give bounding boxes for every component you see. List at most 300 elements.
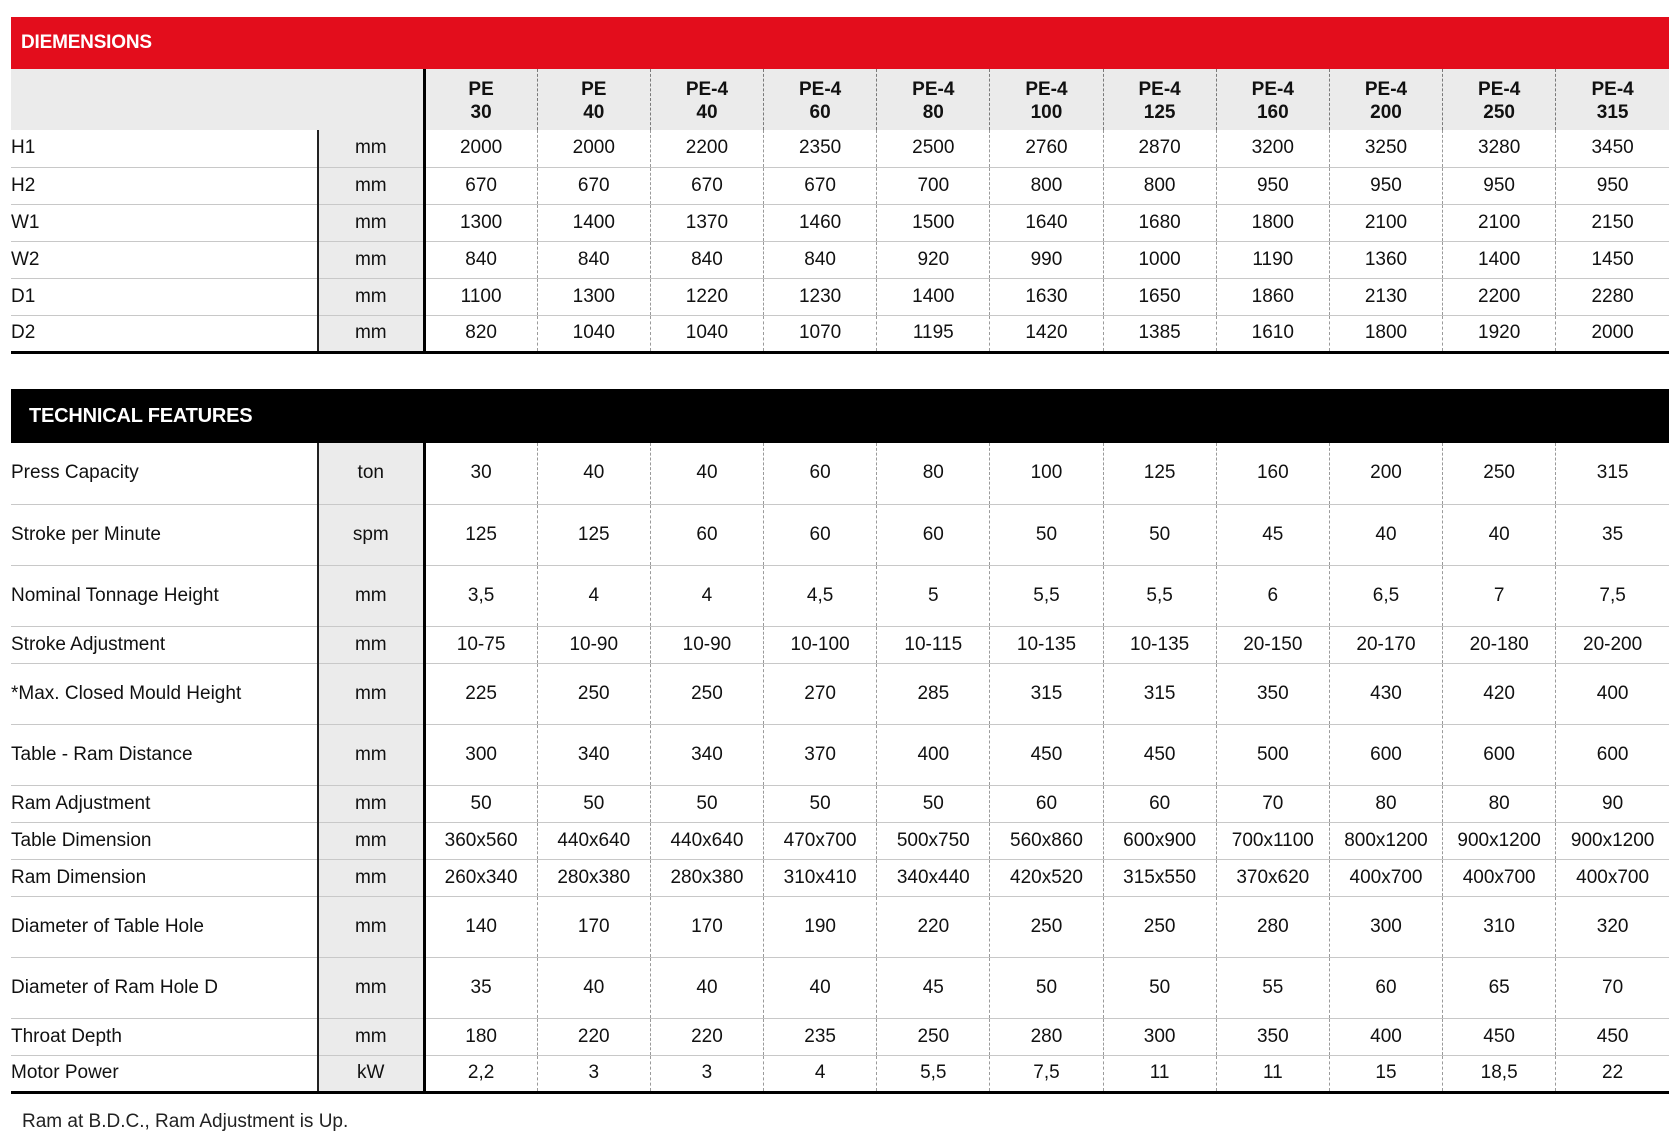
value-cell: 170 — [650, 896, 763, 957]
value-cell: 250 — [990, 896, 1103, 957]
value-cell: 10-100 — [764, 626, 877, 663]
value-cell: 900x1200 — [1556, 822, 1669, 859]
value-cell: 250 — [1443, 443, 1556, 504]
value-cell: 50 — [877, 785, 990, 822]
model-series: PE — [468, 78, 494, 100]
row-unit: mm — [318, 130, 424, 167]
row-label: Stroke Adjustment — [11, 626, 318, 663]
value-cell: 1420 — [990, 315, 1103, 352]
model-series: PE — [581, 78, 607, 100]
value-cell: 920 — [877, 241, 990, 278]
header-blank-cell — [11, 69, 424, 130]
row-label: Nominal Tonnage Height — [11, 565, 318, 626]
row-unit: mm — [318, 565, 424, 626]
model-series: PE-4 — [1591, 78, 1634, 100]
value-cell: 2200 — [1443, 278, 1556, 315]
value-cell: 80 — [1329, 785, 1442, 822]
table-row — [11, 504, 1669, 565]
value-cell: 4 — [650, 565, 763, 626]
value-cell: 35 — [1556, 504, 1669, 565]
value-cell: 320 — [1556, 896, 1669, 957]
row-unit: mm — [318, 724, 424, 785]
value-cell: 340x440 — [877, 859, 990, 896]
model-header — [650, 69, 763, 130]
value-cell: 450 — [1103, 724, 1216, 785]
value-cell: 3450 — [1556, 130, 1669, 167]
row-label: Ram Dimension — [11, 859, 318, 896]
value-cell: 370x620 — [1216, 859, 1329, 896]
value-cell: 2100 — [1329, 204, 1442, 241]
value-cell: 400 — [877, 724, 990, 785]
table-row — [11, 724, 1669, 785]
value-cell: 50 — [990, 504, 1103, 565]
value-cell: 50 — [1103, 957, 1216, 1018]
value-cell: 1230 — [764, 278, 877, 315]
technical-features-table — [11, 443, 1669, 1094]
table-row — [11, 896, 1669, 957]
row-unit: mm — [318, 241, 424, 278]
value-cell: 990 — [990, 241, 1103, 278]
value-cell: 225 — [424, 663, 537, 724]
model-size: 40 — [583, 101, 605, 123]
value-cell: 450 — [1443, 1018, 1556, 1055]
value-cell: 125 — [537, 504, 650, 565]
value-cell: 340 — [537, 724, 650, 785]
value-cell: 280x380 — [650, 859, 763, 896]
value-cell: 2,2 — [424, 1055, 537, 1092]
value-cell: 260x340 — [424, 859, 537, 896]
value-cell: 2000 — [537, 130, 650, 167]
value-cell: 560x860 — [990, 822, 1103, 859]
value-cell: 1800 — [1216, 204, 1329, 241]
value-cell: 4 — [764, 1055, 877, 1092]
value-cell: 35 — [424, 957, 537, 1018]
value-cell: 55 — [1216, 957, 1329, 1018]
value-cell: 670 — [650, 167, 763, 204]
model-header — [1443, 69, 1556, 130]
table-row — [11, 1018, 1669, 1055]
model-header-row — [11, 69, 1669, 130]
value-cell: 600 — [1443, 724, 1556, 785]
model-series: PE-4 — [1364, 78, 1408, 100]
value-cell: 1650 — [1103, 278, 1216, 315]
value-cell: 1300 — [537, 278, 650, 315]
value-cell: 50 — [424, 785, 537, 822]
model-size: 160 — [1256, 101, 1289, 123]
value-cell: 440x640 — [537, 822, 650, 859]
value-cell: 450 — [1556, 1018, 1669, 1055]
model-header — [764, 69, 877, 130]
model-size: 80 — [922, 101, 944, 123]
value-cell: 10-90 — [650, 626, 763, 663]
value-cell: 30 — [424, 443, 537, 504]
value-cell: 400 — [1556, 663, 1669, 724]
value-cell: 2350 — [764, 130, 877, 167]
value-cell: 7 — [1443, 565, 1556, 626]
table-row — [11, 822, 1669, 859]
row-label: Motor Power — [11, 1055, 318, 1092]
value-cell: 2000 — [1556, 315, 1669, 352]
value-cell: 50 — [537, 785, 650, 822]
value-cell: 40 — [650, 957, 763, 1018]
technical-features-section — [11, 389, 1669, 1094]
dimensions-table — [11, 69, 1669, 354]
value-cell: 6,5 — [1329, 565, 1442, 626]
table-row — [11, 626, 1669, 663]
value-cell: 420x520 — [990, 859, 1103, 896]
row-label: Table - Ram Distance — [11, 724, 318, 785]
value-cell: 3250 — [1329, 130, 1442, 167]
row-unit: mm — [318, 822, 424, 859]
model-size: 315 — [1596, 101, 1629, 123]
row-unit: kW — [318, 1055, 424, 1092]
value-cell: 170 — [537, 896, 650, 957]
value-cell: 1400 — [537, 204, 650, 241]
table-row — [11, 130, 1669, 167]
value-cell: 310x410 — [764, 859, 877, 896]
value-cell: 2100 — [1443, 204, 1556, 241]
value-cell: 220 — [877, 896, 990, 957]
value-cell: 4,5 — [764, 565, 877, 626]
value-cell: 1385 — [1103, 315, 1216, 352]
value-cell: 840 — [764, 241, 877, 278]
model-header — [877, 69, 990, 130]
model-size: 200 — [1370, 101, 1402, 123]
model-header — [1103, 69, 1216, 130]
value-cell: 20-150 — [1216, 626, 1329, 663]
row-label: D1 — [11, 278, 318, 315]
row-unit: mm — [318, 315, 424, 352]
value-cell: 400x700 — [1556, 859, 1669, 896]
row-unit: mm — [318, 957, 424, 1018]
row-unit: mm — [318, 785, 424, 822]
row-label: D2 — [11, 315, 318, 352]
value-cell: 235 — [764, 1018, 877, 1055]
value-cell: 2200 — [650, 130, 763, 167]
value-cell: 310 — [1443, 896, 1556, 957]
row-unit: mm — [318, 896, 424, 957]
row-label: Press Capacity — [11, 443, 318, 504]
value-cell: 800x1200 — [1329, 822, 1442, 859]
value-cell: 400 — [1329, 1018, 1442, 1055]
value-cell: 1040 — [537, 315, 650, 352]
value-cell: 1300 — [424, 204, 537, 241]
value-cell: 1630 — [990, 278, 1103, 315]
table-row — [11, 663, 1669, 724]
value-cell: 220 — [650, 1018, 763, 1055]
value-cell: 40 — [537, 957, 650, 1018]
row-label: W2 — [11, 241, 318, 278]
value-cell: 500 — [1216, 724, 1329, 785]
value-cell: 1400 — [1443, 241, 1556, 278]
value-cell: 350 — [1216, 663, 1329, 724]
value-cell: 1100 — [424, 278, 537, 315]
value-cell: 250 — [537, 663, 650, 724]
value-cell: 40 — [764, 957, 877, 1018]
value-cell: 440x640 — [650, 822, 763, 859]
value-cell: 1370 — [650, 204, 763, 241]
value-cell: 20-180 — [1443, 626, 1556, 663]
value-cell: 65 — [1443, 957, 1556, 1018]
table-row — [11, 241, 1669, 278]
value-cell: 315 — [1103, 663, 1216, 724]
value-cell: 285 — [877, 663, 990, 724]
value-cell: 840 — [650, 241, 763, 278]
model-size: 60 — [809, 101, 831, 123]
value-cell: 1000 — [1103, 241, 1216, 278]
value-cell: 2760 — [990, 130, 1103, 167]
value-cell: 315 — [990, 663, 1103, 724]
value-cell: 6 — [1216, 565, 1329, 626]
row-unit: mm — [318, 859, 424, 896]
model-series: PE-4 — [1251, 78, 1294, 100]
value-cell: 60 — [764, 443, 877, 504]
value-cell: 1640 — [990, 204, 1103, 241]
value-cell: 270 — [764, 663, 877, 724]
value-cell: 250 — [877, 1018, 990, 1055]
footnote: Ram at B.D.C., Ram Adjustment is Up. — [22, 1111, 349, 1132]
value-cell: 2000 — [424, 130, 537, 167]
value-cell: 1610 — [1216, 315, 1329, 352]
value-cell: 3,5 — [424, 565, 537, 626]
value-cell: 7,5 — [1556, 565, 1669, 626]
value-cell: 160 — [1216, 443, 1329, 504]
value-cell: 300 — [1103, 1018, 1216, 1055]
value-cell: 1195 — [877, 315, 990, 352]
row-unit: ton — [318, 443, 424, 504]
value-cell: 50 — [1103, 504, 1216, 565]
value-cell: 15 — [1329, 1055, 1442, 1092]
value-cell: 820 — [424, 315, 537, 352]
row-label: Table Dimension — [11, 822, 318, 859]
value-cell: 600x900 — [1103, 822, 1216, 859]
model-size: 250 — [1483, 101, 1515, 123]
value-cell: 60 — [877, 504, 990, 565]
row-label: W1 — [11, 204, 318, 241]
model-series: PE-4 — [685, 78, 729, 100]
model-series: PE-4 — [1478, 78, 1521, 100]
value-cell: 3280 — [1443, 130, 1556, 167]
value-cell: 470x700 — [764, 822, 877, 859]
row-unit: mm — [318, 278, 424, 315]
value-cell: 50 — [650, 785, 763, 822]
value-cell: 80 — [877, 443, 990, 504]
value-cell: 40 — [650, 443, 763, 504]
value-cell: 5,5 — [990, 565, 1103, 626]
value-cell: 700x1100 — [1216, 822, 1329, 859]
table-row — [11, 859, 1669, 896]
value-cell: 11 — [1216, 1055, 1329, 1092]
value-cell: 900x1200 — [1443, 822, 1556, 859]
table-row — [11, 315, 1669, 352]
table-row — [11, 443, 1669, 504]
value-cell: 10-135 — [990, 626, 1103, 663]
value-cell: 2280 — [1556, 278, 1669, 315]
value-cell: 50 — [764, 785, 877, 822]
value-cell: 1220 — [650, 278, 763, 315]
value-cell: 1460 — [764, 204, 877, 241]
model-size: 40 — [696, 101, 718, 123]
dimensions-section — [11, 17, 1669, 354]
model-series: PE-4 — [798, 78, 842, 100]
value-cell: 1920 — [1443, 315, 1556, 352]
value-cell: 280 — [1216, 896, 1329, 957]
value-cell: 430 — [1329, 663, 1442, 724]
value-cell: 190 — [764, 896, 877, 957]
value-cell: 4 — [537, 565, 650, 626]
value-cell: 280 — [990, 1018, 1103, 1055]
model-header — [537, 69, 650, 130]
table-row — [11, 167, 1669, 204]
value-cell: 450 — [990, 724, 1103, 785]
model-series: PE-4 — [1025, 78, 1068, 100]
value-cell: 70 — [1556, 957, 1669, 1018]
value-cell: 100 — [990, 443, 1103, 504]
value-cell: 40 — [1443, 504, 1556, 565]
value-cell: 40 — [1329, 504, 1442, 565]
row-label: Diameter of Table Hole — [11, 896, 318, 957]
value-cell: 400x700 — [1443, 859, 1556, 896]
value-cell: 80 — [1443, 785, 1556, 822]
value-cell: 1360 — [1329, 241, 1442, 278]
value-cell: 18,5 — [1443, 1055, 1556, 1092]
value-cell: 1070 — [764, 315, 877, 352]
value-cell: 500x750 — [877, 822, 990, 859]
value-cell: 2150 — [1556, 204, 1669, 241]
table-row — [11, 785, 1669, 822]
value-cell: 10-135 — [1103, 626, 1216, 663]
value-cell: 5,5 — [1103, 565, 1216, 626]
value-cell: 950 — [1556, 167, 1669, 204]
model-header — [1329, 69, 1442, 130]
value-cell: 950 — [1329, 167, 1442, 204]
value-cell: 10-90 — [537, 626, 650, 663]
value-cell: 400x700 — [1329, 859, 1442, 896]
value-cell: 800 — [1103, 167, 1216, 204]
value-cell: 20-170 — [1329, 626, 1442, 663]
value-cell: 2500 — [877, 130, 990, 167]
value-cell: 180 — [424, 1018, 537, 1055]
value-cell: 60 — [990, 785, 1103, 822]
table-row — [11, 957, 1669, 1018]
value-cell: 670 — [537, 167, 650, 204]
model-header — [990, 69, 1103, 130]
model-size: 125 — [1143, 101, 1176, 123]
value-cell: 1860 — [1216, 278, 1329, 315]
technical-features-title: TECHNICAL FEATURES — [11, 389, 1669, 443]
value-cell: 3 — [537, 1055, 650, 1092]
table-row — [11, 278, 1669, 315]
model-header — [424, 69, 537, 130]
value-cell: 2130 — [1329, 278, 1442, 315]
value-cell: 3200 — [1216, 130, 1329, 167]
row-unit: mm — [318, 1018, 424, 1055]
value-cell: 420 — [1443, 663, 1556, 724]
value-cell: 20-200 — [1556, 626, 1669, 663]
model-header — [1216, 69, 1329, 130]
row-unit: mm — [318, 663, 424, 724]
value-cell: 300 — [1329, 896, 1442, 957]
value-cell: 60 — [1329, 957, 1442, 1018]
row-label: Diameter of Ram Hole D — [11, 957, 318, 1018]
value-cell: 10-115 — [877, 626, 990, 663]
value-cell: 700 — [877, 167, 990, 204]
value-cell: 50 — [990, 957, 1103, 1018]
value-cell: 10-75 — [424, 626, 537, 663]
value-cell: 1680 — [1103, 204, 1216, 241]
value-cell: 22 — [1556, 1055, 1669, 1092]
row-label: Throat Depth — [11, 1018, 318, 1055]
value-cell: 840 — [424, 241, 537, 278]
model-series: PE-4 — [912, 78, 955, 100]
value-cell: 360x560 — [424, 822, 537, 859]
value-cell: 300 — [424, 724, 537, 785]
value-cell: 315x550 — [1103, 859, 1216, 896]
row-label: Ram Adjustment — [11, 785, 318, 822]
value-cell: 2870 — [1103, 130, 1216, 167]
row-unit: mm — [318, 626, 424, 663]
value-cell: 315 — [1556, 443, 1669, 504]
value-cell: 45 — [1216, 504, 1329, 565]
row-unit: mm — [318, 204, 424, 241]
value-cell: 90 — [1556, 785, 1669, 822]
value-cell: 1800 — [1329, 315, 1442, 352]
value-cell: 70 — [1216, 785, 1329, 822]
value-cell: 600 — [1556, 724, 1669, 785]
value-cell: 11 — [1103, 1055, 1216, 1092]
value-cell: 220 — [537, 1018, 650, 1055]
table-row — [11, 565, 1669, 626]
value-cell: 950 — [1443, 167, 1556, 204]
row-label: Stroke per Minute — [11, 504, 318, 565]
dimensions-title: DIEMENSIONS — [11, 17, 1669, 69]
value-cell: 5,5 — [877, 1055, 990, 1092]
row-unit: spm — [318, 504, 424, 565]
value-cell: 670 — [424, 167, 537, 204]
value-cell: 840 — [537, 241, 650, 278]
value-cell: 60 — [650, 504, 763, 565]
value-cell: 1190 — [1216, 241, 1329, 278]
value-cell: 1040 — [650, 315, 763, 352]
table-row — [11, 204, 1669, 241]
value-cell: 600 — [1329, 724, 1442, 785]
value-cell: 60 — [1103, 785, 1216, 822]
value-cell: 7,5 — [990, 1055, 1103, 1092]
row-label: *Max. Closed Mould Height — [11, 663, 318, 724]
value-cell: 5 — [877, 565, 990, 626]
value-cell: 350 — [1216, 1018, 1329, 1055]
row-label: H2 — [11, 167, 318, 204]
value-cell: 3 — [650, 1055, 763, 1092]
row-label: H1 — [11, 130, 318, 167]
value-cell: 1400 — [877, 278, 990, 315]
table-row — [11, 1055, 1669, 1092]
value-cell: 250 — [1103, 896, 1216, 957]
value-cell: 280x380 — [537, 859, 650, 896]
value-cell: 1500 — [877, 204, 990, 241]
value-cell: 800 — [990, 167, 1103, 204]
value-cell: 40 — [537, 443, 650, 504]
value-cell: 1450 — [1556, 241, 1669, 278]
model-size: 30 — [470, 101, 492, 123]
value-cell: 950 — [1216, 167, 1329, 204]
row-unit: mm — [318, 167, 424, 204]
value-cell: 140 — [424, 896, 537, 957]
value-cell: 200 — [1329, 443, 1442, 504]
value-cell: 670 — [764, 167, 877, 204]
value-cell: 45 — [877, 957, 990, 1018]
value-cell: 340 — [650, 724, 763, 785]
